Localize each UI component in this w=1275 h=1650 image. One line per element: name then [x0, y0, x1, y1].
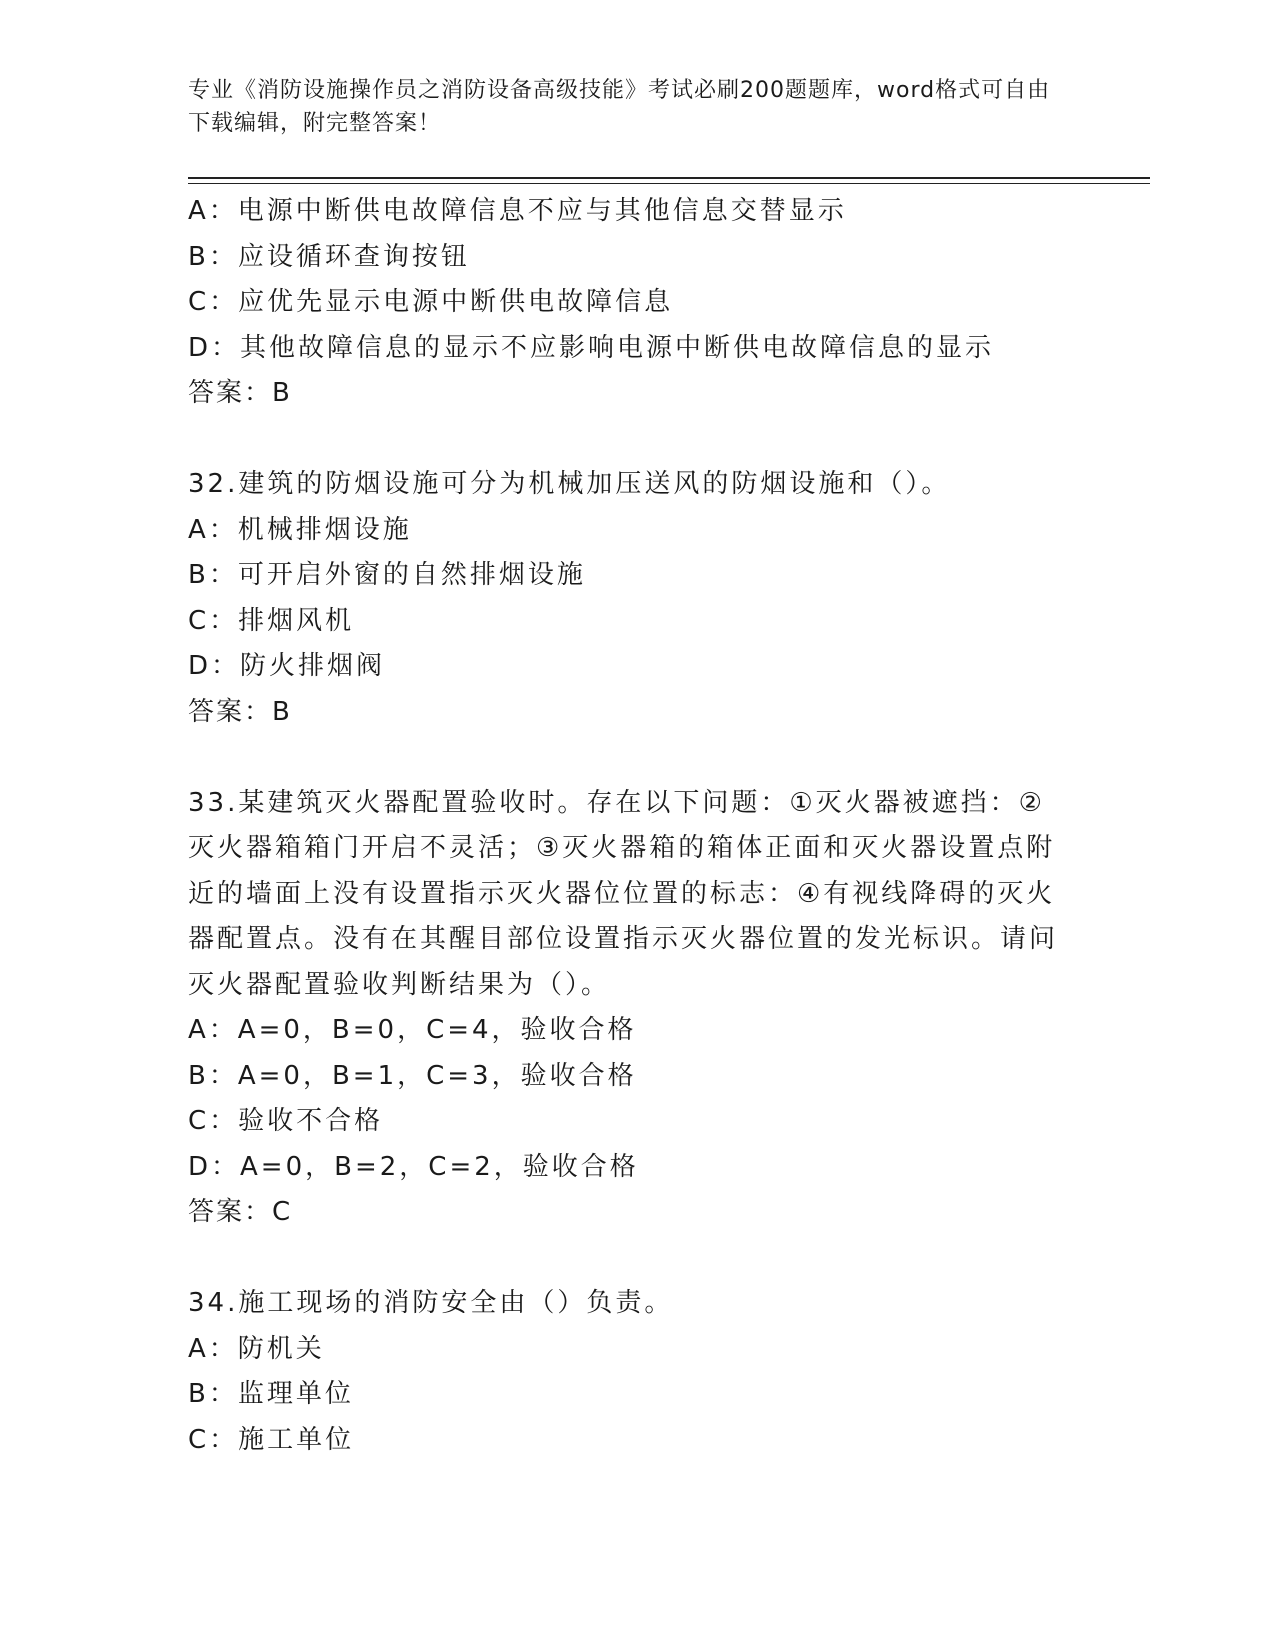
spacer	[188, 1236, 1088, 1282]
option-b: B：A=0，B=1，C=3，验收合格	[188, 1060, 637, 1091]
option-c: C：施工单位	[188, 1424, 355, 1455]
header-divider-thick	[188, 177, 1150, 179]
option-a: A：A=0，B=0，C=4，验收合格	[188, 1015, 637, 1045]
question-text: 34.施工现场的消防安全由（）负责。	[188, 1288, 674, 1318]
option-c: C：排烟风机	[188, 605, 355, 636]
option-a: A：防机关	[188, 1333, 325, 1364]
option-c: C：验收不合格	[188, 1106, 384, 1136]
answer: 答案：B	[188, 696, 292, 727]
option-b: B：应设循环查询按钮	[188, 241, 470, 272]
option-a: A：电源中断供电故障信息不应与其他信息交替显示	[188, 196, 847, 226]
answer: 答案：C	[188, 1197, 293, 1227]
question-content	[188, 189, 1088, 1463]
option-a: A：机械排烟设施	[188, 514, 412, 545]
option-c: C：应优先显示电源中断供电故障信息	[188, 287, 674, 317]
option-d: D：其他故障信息的显示不应影响电源中断供电故障信息的显示	[188, 332, 995, 363]
header-divider-thin	[188, 183, 1150, 184]
option-d: D：防火排烟阀	[188, 651, 386, 681]
option-b: B：可开启外窗的自然排烟设施	[188, 560, 586, 590]
question-text: 32.建筑的防烟设施可分为机械加压送风的防烟设施和（）。	[188, 469, 951, 499]
question-block-34	[188, 1281, 1088, 1463]
option-d: D：A=0，B=2，C=2，验收合格	[188, 1151, 639, 1182]
question-block-33	[188, 781, 1088, 1236]
answer: 答案：B	[188, 378, 292, 408]
question-block-31	[188, 189, 1088, 417]
spacer	[188, 735, 1088, 781]
question-block-32	[188, 462, 1088, 735]
document-header: 专业《消防设施操作员之消防设备高级技能》考试必刷200题题库，word格式可自由下载编辑，附完整答案！	[188, 78, 1051, 136]
question-text: 33.某建筑灭火器配置验收时。存在以下问题：①灭火器被遮挡：②灭火器箱箱门开启不灵活；③灭火器箱的箱体正面和灭火器设置点附近的墙面上没有设置指示灭火器位位置的标志：④有视线降碍的灭火器配置点。没有在其醒目部位设置指示灭火器位置的发光标识。请问灭火器配置验收判断结果为（）。	[188, 787, 1059, 1000]
spacer	[188, 417, 1088, 463]
option-b: B：监理单位	[188, 1379, 354, 1409]
